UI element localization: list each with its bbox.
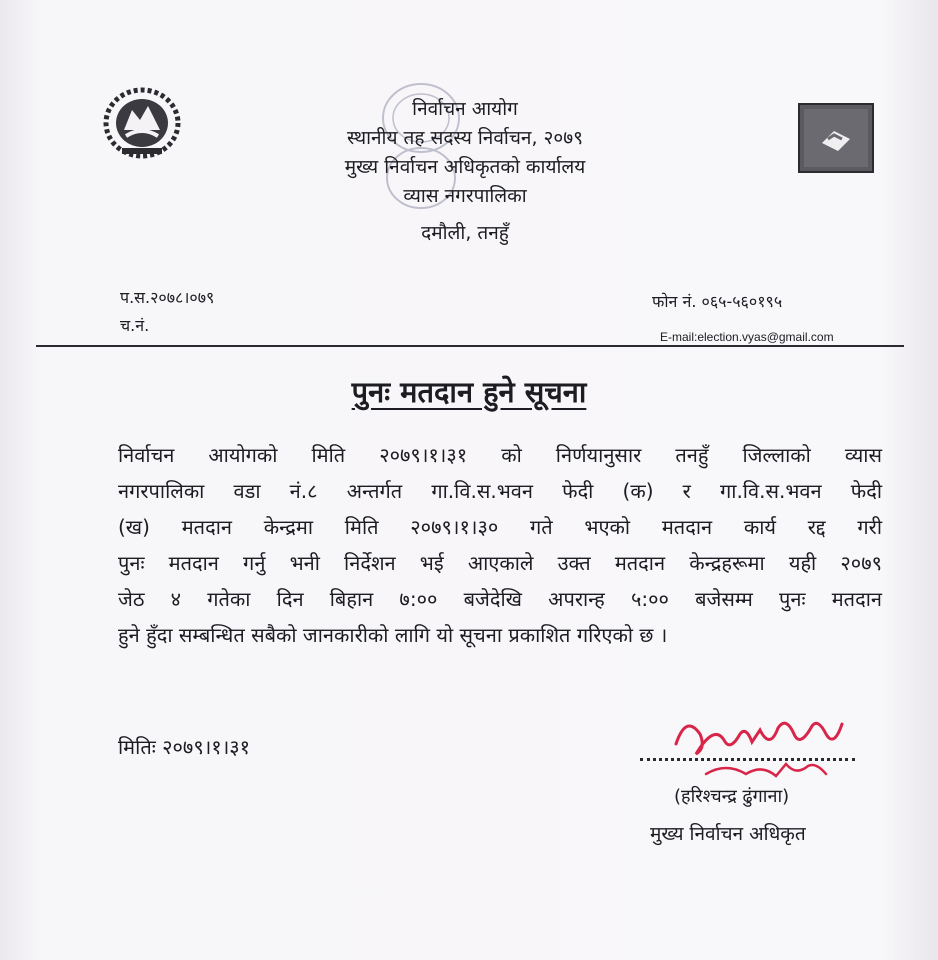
phone-number: फोन नं. ०६५-५६०१९५ — [652, 292, 783, 311]
notice-line: हुने हुँदा सम्बन्धित सबैको जानकारीको लागि यो सूचना प्रकाशित गरिएको छ । — [118, 623, 668, 647]
notice-line: नगरपालिका वडा नं.८ अन्तर्गत गा.वि.स.भवन फेदी (क) र गा.वि.स.भवन फेदी — [118, 479, 882, 503]
email-address: E-mail:election.vyas@gmail.com — [660, 330, 834, 344]
signature-line — [640, 758, 855, 761]
header-commission: निर्वाचन आयोग — [412, 98, 518, 120]
nepal-emblem-icon — [102, 86, 182, 160]
header-municipality: व्यास नगरपालिका — [403, 185, 527, 207]
header-office: मुख्य निर्वाचन अधिकृतको कार्यालय — [344, 156, 586, 178]
dispatch-number: च.नं. — [120, 316, 150, 335]
officer-title: मुख्य निर्वाचन अधिकृत — [650, 823, 806, 845]
officer-signature — [666, 704, 856, 788]
header-divider — [36, 345, 904, 347]
notice-line: (ख) मतदान केन्द्रमा मिति २०७९।१।३० गते भएको मतदान कार्य रद्द गरी — [118, 515, 882, 539]
officer-name: (हरिश्चन्द्र ढुंगाना) — [674, 786, 790, 807]
header-election: स्थानीय तह सदस्य निर्वाचन, २०७९ — [346, 127, 584, 149]
notice-title: पुनः मतदान हुने सूचना — [351, 375, 587, 409]
ballot-box-icon — [798, 103, 874, 173]
issue-date: मितिः २०७९।१।३१ — [118, 735, 251, 759]
notice-line: निर्वाचन आयोगको मिति २०७९।१।३१ को निर्णयानुसार तनहुँ जिल्लाको व्यास — [118, 443, 882, 467]
header-address: दमौली, तनहुँ — [421, 222, 509, 244]
notice-line: पुनः मतदान गर्नु भनी निर्देशन भई आएकाले उक्त मतदान केन्द्रहरूमा यही २०७९ — [118, 551, 882, 575]
notice-line: जेठ ४ गतेका दिन बिहान ७:०० बजेदेखि अपरान्ह ५:०० बजेसम्म पुनः मतदान — [118, 587, 882, 611]
reference-number: प.स.२०७८।०७९ — [120, 288, 215, 307]
notice-body — [118, 437, 882, 653]
office-header — [250, 95, 680, 248]
